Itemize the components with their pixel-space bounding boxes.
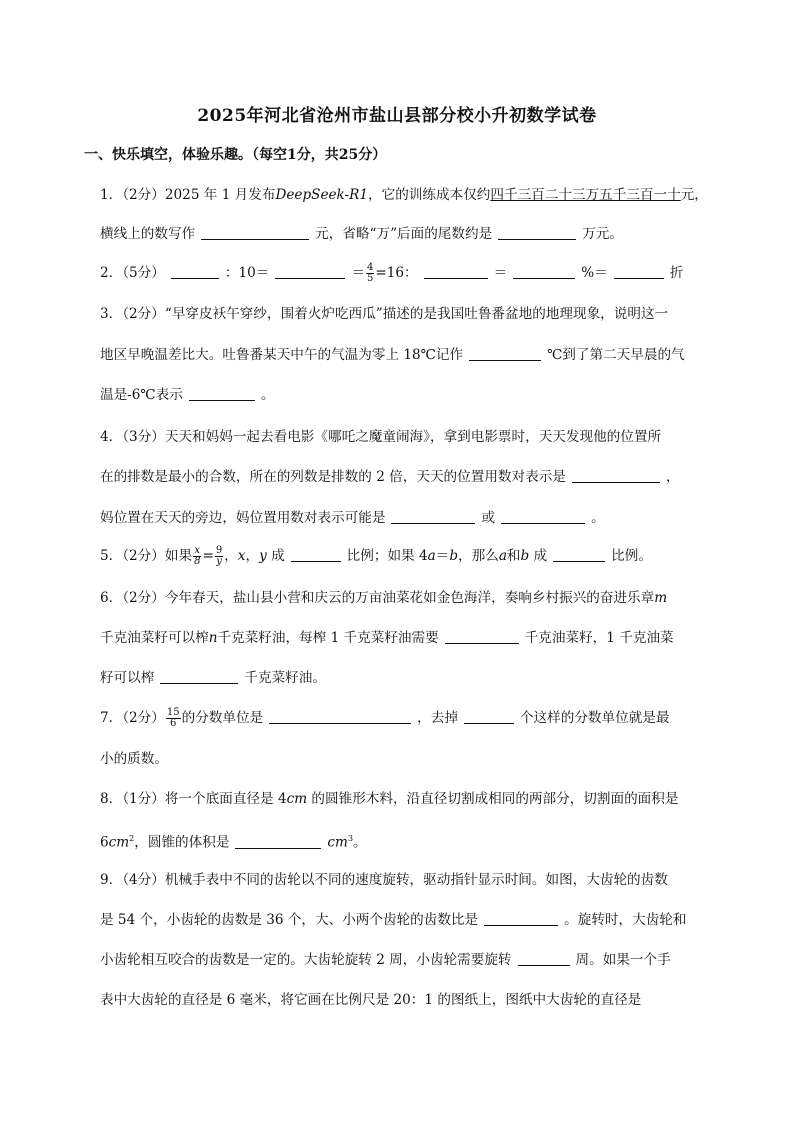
q4-text: 。	[591, 510, 605, 526]
q6-text: 千克油菜籽可以榨	[100, 630, 209, 646]
question-4-line-1: 4．（3分）天天和妈妈一起去看电影《哪吒之魔童闹海》，拿到电影票时，天天发现他的位置所	[100, 429, 662, 445]
q8-exponent: 2	[129, 834, 135, 843]
q5-text: 5．（2分）如果	[100, 548, 193, 564]
q1-text: 元，省略“万”后面的尾数约是	[315, 226, 493, 242]
answer-blank[interactable]	[513, 264, 575, 279]
answer-blank[interactable]	[189, 386, 255, 401]
question-1-line-2	[100, 224, 714, 244]
answer-blank[interactable]	[445, 629, 519, 644]
question-3-line-3	[100, 385, 714, 405]
section-heading: 一、快乐填空，体验乐趣。（每空1分，共25分）	[84, 147, 387, 163]
answer-blank[interactable]	[391, 509, 475, 524]
answer-blank[interactable]	[469, 346, 541, 361]
answer-blank[interactable]	[498, 225, 576, 240]
q1-text: 横线上的数写作	[100, 226, 196, 242]
q5-text: ，那么	[458, 548, 499, 564]
q4-text: ，	[665, 469, 680, 485]
q2-text: ＝	[493, 265, 508, 281]
question-9-line-1: 9．（4分）机械手表中不同的齿轮以不同的速度旋转，驱动指针显示时间。如图，大齿轮的齿数	[100, 872, 668, 888]
q2-text: =16：	[375, 265, 418, 281]
q3-text: 地区早晚温差比大。吐鲁番某天中午的气温为零上 18℃记作	[100, 347, 464, 363]
answer-blank[interactable]	[269, 709, 411, 724]
q7-text: 7．（2分）	[100, 710, 165, 726]
answer-blank[interactable]	[553, 547, 605, 562]
q4-text: 或	[481, 510, 496, 526]
q9-text: 。旋转时，大齿轮和	[564, 912, 687, 928]
q8-text: 的圆锥形木料，沿直径切割成相同的两部分，切割面的面积是	[307, 791, 679, 807]
q5-text: 成	[271, 548, 285, 564]
q5-var: y	[259, 548, 267, 564]
q5-text: ＝	[435, 548, 450, 564]
q5-text: =	[202, 548, 214, 564]
q1-model-name: DeepSeek-R1	[275, 187, 369, 203]
q5-text: ，	[224, 548, 238, 564]
q3-text: 。	[260, 387, 275, 403]
q1-text: 1．（2分）2025 年 1 月发布	[100, 187, 276, 203]
q8-unit: cm	[286, 791, 308, 807]
q5-text: 比例；如果 4	[346, 548, 428, 564]
question-6-line-3	[100, 668, 714, 688]
q6-text: 籽可以榨	[100, 670, 155, 686]
q2-text: ：10＝	[224, 265, 270, 281]
q6-text: 6．（2分）今年春天，盐山县小营和庆云的万亩油菜花如金色海洋，奏响乡村振兴的奋进乐章	[100, 590, 655, 606]
q5-text: 成	[533, 548, 548, 564]
q5-var: a	[427, 548, 436, 564]
q6-var: n	[208, 630, 218, 646]
answer-blank[interactable]	[464, 709, 514, 724]
q5-var: a	[498, 548, 507, 564]
question-5	[100, 546, 714, 567]
q8-unit: cm	[108, 834, 130, 851]
q8-text: ，圆锥的体积是	[134, 834, 230, 851]
q7-text: ，去掉	[417, 710, 458, 726]
q9-text: 是 54 个，小齿轮的齿数是 36 个，大、小两个齿轮的齿数比是	[100, 912, 479, 928]
q2-text: %＝	[581, 265, 608, 281]
q6-text: 千克菜籽油，每榨 1 千克菜籽油需要	[217, 630, 439, 646]
answer-blank[interactable]	[235, 834, 321, 849]
q2-text: ＝	[351, 265, 365, 281]
q2-text: 2．（5分）	[100, 265, 165, 281]
q5-text: 和	[506, 548, 521, 564]
q5-var: b	[520, 548, 530, 564]
question-3-line-2	[100, 345, 714, 365]
question-9-line-4: 表中大齿轮的直径是 6 毫米，将它画在比例尺是 20：1 的图纸上，图纸中大齿轮的直径是	[100, 992, 642, 1008]
q3-text: ℃到了第二天早晨的气	[547, 347, 685, 363]
q8-text: 8．（1分）将一个底面直径是 4	[100, 791, 287, 807]
q4-text: 在的排数是最小的合数，所在的列数是排数的 2 倍，天天的位置用数对表示是	[100, 469, 566, 485]
q1-text: 万元。	[582, 226, 623, 242]
q5-var: b	[449, 548, 459, 564]
q7-fraction: $\frac{15}{6}$	[166, 707, 180, 729]
q6-text: 千克菜籽油。	[244, 670, 326, 686]
question-6-line-1	[100, 588, 740, 608]
question-7-line-1	[100, 708, 714, 729]
q6-var: m	[654, 590, 668, 606]
question-6-line-2	[100, 628, 714, 648]
answer-blank[interactable]	[424, 264, 488, 279]
q5-fraction-x: $\frac{x}{8}$	[194, 545, 201, 567]
question-9-line-3	[100, 950, 714, 970]
exam-title: 2025年河北省沧州市盐山县部分校小升初数学试卷	[197, 106, 597, 126]
q3-text: 温是-6℃表示	[100, 387, 183, 403]
q1-underlined-number: 四千三百二十三万五千三百一十	[490, 187, 681, 203]
answer-blank[interactable]	[501, 509, 585, 524]
question-8-line-1	[100, 789, 714, 809]
q5-var: x	[237, 548, 246, 564]
q8-unit: cm	[327, 834, 348, 851]
q5-text: ，	[245, 548, 260, 564]
answer-blank[interactable]	[275, 264, 345, 279]
answer-blank[interactable]	[614, 264, 664, 279]
question-8-line-2	[100, 829, 714, 853]
q6-text: 千克油菜籽，1 千克油菜	[524, 630, 674, 646]
q1-text: 元，	[680, 187, 708, 203]
q8-exponent: 3	[347, 834, 354, 843]
question-7-line-2: 小的质数。	[100, 751, 168, 767]
q5-fraction-y: $\frac{9}{y}$	[215, 545, 223, 567]
q4-text: 妈位置在天天的旁边，妈位置用数对表示可能是	[100, 510, 386, 526]
answer-blank[interactable]	[291, 547, 341, 562]
answer-blank[interactable]	[518, 951, 570, 966]
q8-text: 。	[353, 834, 367, 851]
question-4-line-3	[100, 508, 714, 528]
question-4-line-2	[100, 467, 714, 487]
answer-blank[interactable]	[201, 225, 309, 240]
question-1-line-1	[100, 185, 714, 205]
answer-blank[interactable]	[160, 669, 238, 684]
q2-text: 折	[669, 265, 684, 281]
answer-blank[interactable]	[171, 264, 219, 279]
q7-text: 个这样的分数单位就是最	[519, 710, 670, 726]
answer-blank[interactable]	[484, 911, 558, 926]
question-2	[100, 263, 714, 284]
q9-text: 小齿轮相互咬合的齿数是一定的。大齿轮旋转 2 周，小齿轮需要旋转	[100, 952, 512, 968]
question-9-line-2	[100, 910, 714, 930]
q9-text: 周。如果一个手	[575, 952, 671, 968]
q2-fraction: $\frac{4}{5}$	[366, 262, 374, 284]
q7-text: 的分数单位是	[181, 710, 264, 726]
q1-text: ，它的训练成本仅约	[368, 187, 491, 203]
q8-text: 6	[100, 834, 109, 851]
q5-text: 比例。	[611, 548, 652, 564]
answer-blank[interactable]	[572, 468, 660, 483]
question-3-line-1: 3．（2分）“早穿皮袄午穿纱，围着火炉吃西瓜”描述的是我国吐鲁番盆地的地理现象，说明这一	[100, 306, 669, 322]
